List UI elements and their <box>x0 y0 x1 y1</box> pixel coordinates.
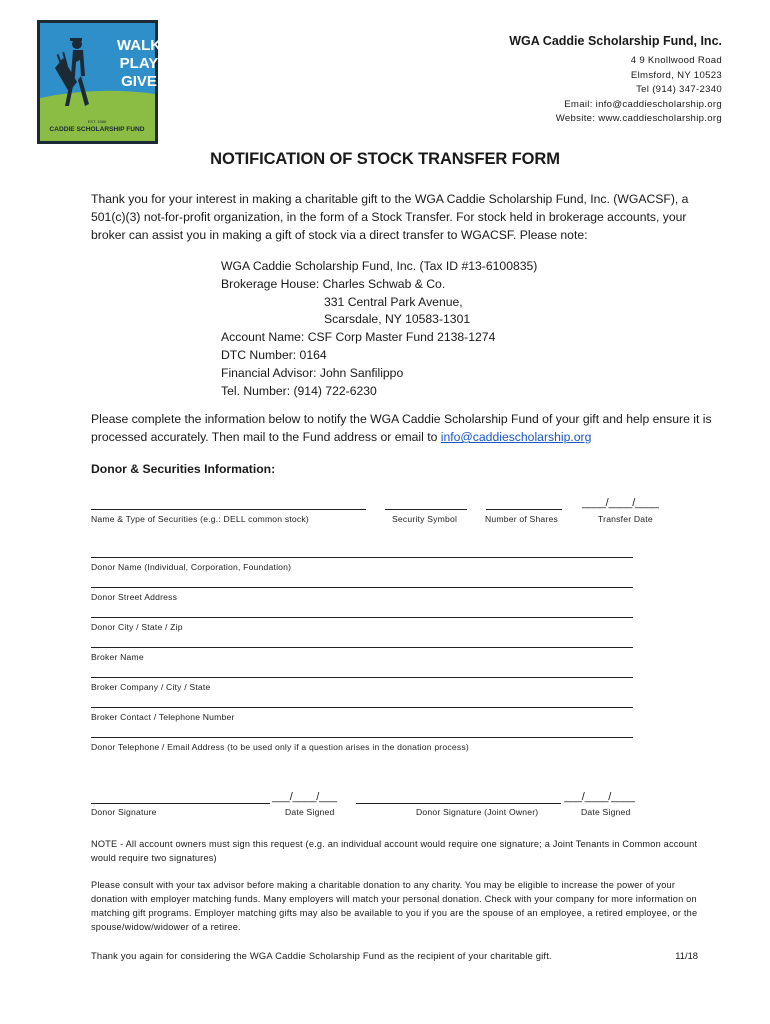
org-website: Website: www.caddiescholarship.org <box>555 113 722 124</box>
form-title: NOTIFICATION OF STOCK TRANSFER FORM <box>210 150 560 168</box>
signature-note: NOTE - All account owners must sign this request (e.g. an individual account would require one signature; a Joint Tenants in Common account would require two signatures) <box>91 839 698 863</box>
donor-signature-label: Donor Signature <box>91 807 157 817</box>
broker-contact-field[interactable] <box>91 707 633 708</box>
donor-city-label: Donor City / State / Zip <box>91 622 183 632</box>
org-email: Email: info@caddiescholarship.org <box>564 98 722 110</box>
broker-contact-label: Broker Contact / Telephone Number <box>91 712 235 722</box>
donor-name-field[interactable] <box>91 557 633 558</box>
joint-signature-field[interactable] <box>356 803 561 804</box>
number-of-shares-field[interactable] <box>486 509 562 510</box>
number-of-shares-label: Number of Shares <box>485 514 558 524</box>
brokerage-house-line: Brokerage House: Charles Schwab & Co. <box>221 276 446 291</box>
broker-company-field[interactable] <box>91 677 633 678</box>
brokerage-city-line: Scarsdale, NY 10583-1301 <box>324 312 471 327</box>
donor-city-field[interactable] <box>91 617 633 618</box>
broker-company-label: Broker Company / City / State <box>91 682 211 692</box>
caddie-logo-icon <box>37 20 158 144</box>
section-heading: Donor & Securities Information: <box>91 462 276 476</box>
donor-contact-label: Donor Telephone / Email Address (to be used only if a question arises in the donation process) <box>91 742 469 752</box>
transfer-date-label: Transfer Date <box>598 514 653 524</box>
logo-walk: WALK <box>116 37 158 54</box>
dtc-number-line: DTC Number: 0164 <box>221 347 327 362</box>
donor-name-label: Donor Name (Individual, Corporation, Foundation) <box>91 562 292 572</box>
walk-play-give-logo <box>37 20 158 144</box>
instructions-text: Please complete the information below to notify the WGA Caddie Scholarship Fund of your gift and help ensure it is processed accurately. Then mail to the Fund address or email to <box>91 412 712 444</box>
joint-signature-label: Donor Signature (Joint Owner) <box>416 807 539 817</box>
financial-advisor-line: Financial Advisor: John Sanfilippo <box>221 365 404 380</box>
date-signed-field[interactable]: ___/____/___ <box>272 791 337 803</box>
fund-email-link[interactable]: info@caddiescholarship.org <box>440 430 592 444</box>
brokerage-street-line: 331 Central Park Avenue, <box>324 294 463 309</box>
brokerage-details <box>221 258 537 400</box>
donor-street-label: Donor Street Address <box>91 592 178 602</box>
thank-you-footer: Thank you again for considering the WGA Caddie Scholarship Fund as the recipient of your charitable gift. <box>91 950 552 961</box>
org-header <box>509 34 722 127</box>
security-symbol-label: Security Symbol <box>392 514 458 524</box>
date-signed-joint-field[interactable]: ___/____/____ <box>564 791 635 803</box>
broker-name-field[interactable] <box>91 647 633 648</box>
intro-paragraph: Thank you for your interest in making a charitable gift to the WGA Caddie Scholarship Fund, Inc. (WGACSF), a 501(c)(3) not-for-profit organization, in the form of a Stock Transfer. For stock held in brokerage accounts, your broker can assist you in making a gift of stock via a direct transfer to WGACSF. Please note: <box>91 192 689 242</box>
logo-name: CADDIE SCHOLARSHIP FUND <box>49 126 145 133</box>
tax-id-line: WGA Caddie Scholarship Fund, Inc. (Tax ID #13-6100835) <box>221 259 538 273</box>
logo-est: EST. 1986 <box>87 119 107 124</box>
transfer-date-field[interactable]: ____/____/____ <box>582 497 659 509</box>
revision-date: 11/18 <box>675 950 698 961</box>
securities-name-label: Name & Type of Securities (e.g.: DELL common stock) <box>91 514 309 524</box>
tel-number-line: Tel. Number: (914) 722-6230 <box>221 383 377 398</box>
securities-name-field[interactable] <box>91 509 366 510</box>
date-signed-joint-label: Date Signed <box>581 807 631 817</box>
account-name-line: Account Name: CSF Corp Master Fund 2138-1274 <box>221 330 496 345</box>
instructions-paragraph <box>91 410 716 446</box>
org-address1: 4 9 Knollwood Road <box>630 55 722 66</box>
tax-advisor-note: Please consult with your tax advisor before making a charitable donation to any charity. You may be eligible to increase the power of your donation with employer matching funds. Many employers will match your personal donation. Check with your company for more information on matching gift programs. Employer matching gifts may also be available to you if you are the spouse of an employee, a retired employee, or the spouse/widow/widower of a retiree. <box>91 880 698 932</box>
logo-play: PLAY <box>119 55 158 72</box>
broker-name-label: Broker Name <box>91 652 144 662</box>
org-name: WGA Caddie Scholarship Fund, Inc. <box>509 34 722 48</box>
donor-street-field[interactable] <box>91 587 633 588</box>
logo-give: GIVE <box>121 73 157 90</box>
org-address2: Elmsford, NY 10523 <box>630 69 722 81</box>
org-phone: Tel (914) 347-2340 <box>636 84 722 95</box>
donor-signature-field[interactable] <box>91 803 270 804</box>
donor-contact-field[interactable] <box>91 737 633 738</box>
date-signed-label: Date Signed <box>285 807 335 817</box>
security-symbol-field[interactable] <box>385 509 467 510</box>
